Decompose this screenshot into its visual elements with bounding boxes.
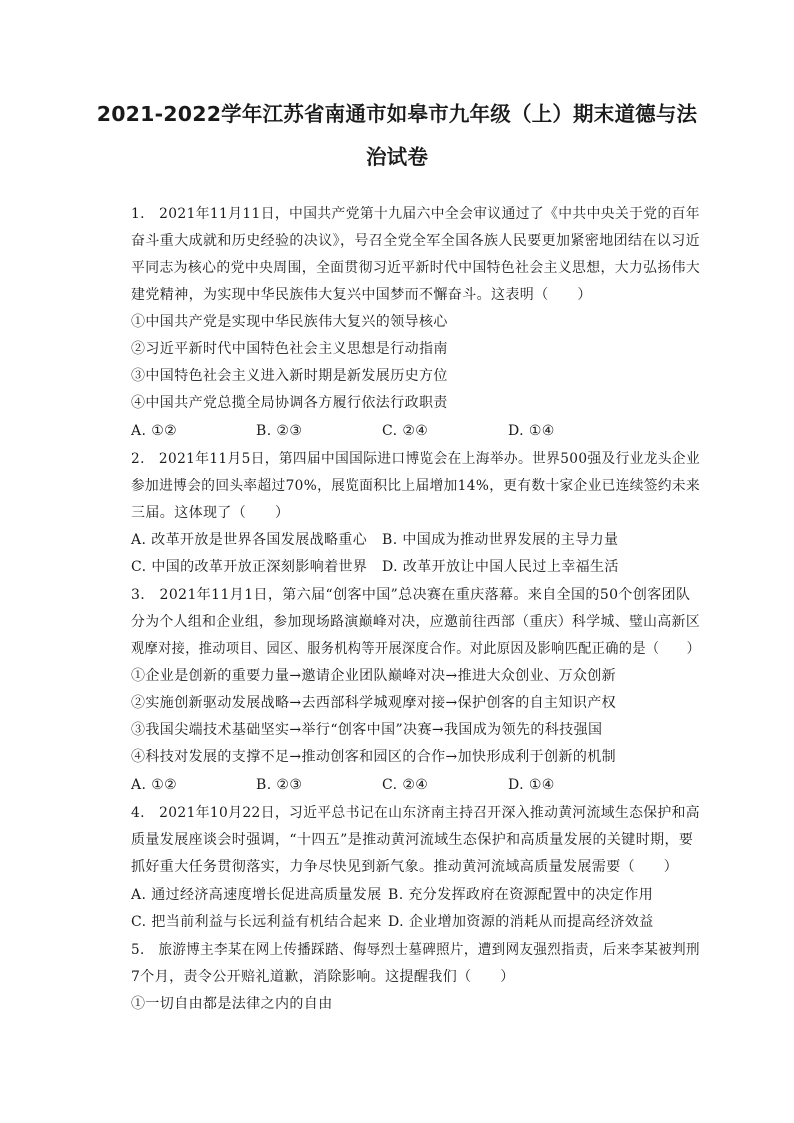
question-5-statement: ①一切自由都是法律之内的自由	[131, 996, 333, 1012]
question-3-statement: ③我国尖端技术基础坚实→举行“创客中国”决赛→我国成为领先的科技强国	[131, 722, 603, 738]
question-3-option-b[interactable]: B. ②③	[256, 777, 303, 793]
question-1-option-d[interactable]: D. ①④	[508, 423, 555, 439]
question-4-text: 抓好重大任务贯彻落实，力争尽快见到新气象。推动黄河流域高质量发展需要（ ）	[131, 859, 679, 875]
exam-title-line-1: 2021-2022学年江苏省南通市如皋市九年级（上）期末道德与法	[96, 102, 698, 126]
question-3-text: 分为个人组和企业组，参加现场路演巅峰对决，应邀前往西部（重庆）科学城、璧山高新区	[131, 614, 701, 630]
question-3-statement: ①企业是创新的重要力量→邀请企业团队巅峰对决→推进大众创业、万众创新	[131, 668, 617, 684]
question-2-option-b[interactable]: B. 中国成为推动世界发展的主导力量	[382, 532, 619, 548]
question-4-text: 4. 2021年10月22日，习近平总书记在山东济南主持召开深入推动黄河流域生态保护和高	[131, 805, 700, 821]
question-1-option-b[interactable]: B. ②③	[256, 423, 303, 439]
question-1-text: 1. 2021年11月11日，中国共产党第十九届六中全会审议通过了《中共中央关于党的百年	[131, 206, 700, 222]
question-4-option-b[interactable]: B. 充分发挥政府在资源配置中的决定作用	[388, 887, 654, 903]
question-2-text: 2. 2021年11月5日，第四届中国国际进口博览会在上海举办。世界500强及行业龙头企业	[131, 451, 701, 467]
question-3-option-a[interactable]: A. ①②	[131, 777, 178, 793]
question-1-option-a[interactable]: A. ①②	[131, 423, 178, 439]
question-4-option-a[interactable]: A. 通过经济高速度增长促进高质量发展	[131, 887, 382, 903]
question-2-option-a[interactable]: A. 改革开放是世界各国发展战略重心	[131, 532, 368, 548]
question-1-statement: ③中国特色社会主义进入新时期是新发展历史方位	[131, 368, 448, 384]
question-3-option-d[interactable]: D. ①④	[508, 777, 555, 793]
question-3-statement: ②实施创新驱动发展战略→去西部科学城观摩对接→保护创客的自主知识产权	[131, 695, 617, 711]
question-1-text: 建党精神，为实现中华民族伟大复兴中国梦而不懈奋斗。这表明（ ）	[131, 287, 592, 303]
question-1-text: 平同志为核心的党中央周围，全面贯彻习近平新时代中国特色社会主义思想，大力弘扬伟大	[131, 260, 701, 276]
question-5-text: 5. 旅游博主李某在网上传播踩踏、侮辱烈士墓碑照片，遭到网友强烈指责，后来李某被判刑	[131, 942, 700, 958]
question-5-text: 7个月，责令公开赔礼道歉，消除影响。这提醒我们（ ）	[131, 969, 515, 985]
question-3-statement: ④科技对发展的支撑不足→推动创客和园区的合作→加快形成利于创新的机制	[131, 749, 617, 765]
question-1-statement: ④中国共产党总揽全局协调各方履行依法行政职责	[131, 395, 448, 411]
question-1-statement: ②习近平新时代中国特色社会主义思想是行动指南	[131, 341, 448, 357]
question-4-option-d[interactable]: D. 企业增加资源的消耗从而提高经济效益	[388, 914, 654, 930]
question-2-text: 参加进博会的回头率超过70%，展览面积比上届增加14%，更有数十家企业已连续签约未来	[131, 478, 701, 494]
question-4-option-c[interactable]: C. 把当前利益与长远利益有机结合起来	[131, 914, 382, 930]
question-2-option-c[interactable]: C. 中国的改革开放正深刻影响着世界	[131, 559, 368, 575]
question-1-option-c[interactable]: C. ②④	[382, 423, 429, 439]
question-2-text: 三届。这体现了（ ）	[131, 505, 290, 521]
exam-title-line-2: 治试卷	[365, 145, 429, 169]
question-3-option-c[interactable]: C. ②④	[382, 777, 429, 793]
question-3-text: 3. 2021年11月1日，第六届“创客中国”总决赛在重庆落幕。来自全国的50个创客团队	[131, 587, 691, 603]
question-2-option-d[interactable]: D. 改革开放让中国人民过上幸福生活	[382, 559, 619, 575]
question-1-statement: ①中国共产党是实现中华民族伟大复兴的领导核心	[131, 314, 448, 330]
question-4-text: 质量发展座谈会时强调，“十四五”是推动黄河流域生态保护和高质量发展的关键时期，要	[131, 832, 694, 848]
question-1-text: 奋斗重大成就和历史经验的决议》，号召全党全军全国各族人民要更加紧密地团结在以习近	[131, 233, 700, 249]
question-3-text: 观摩对接，推动项目、园区、服务机构等开展深度合作。对此原因及影响匹配正确的是（ ）	[131, 641, 701, 657]
